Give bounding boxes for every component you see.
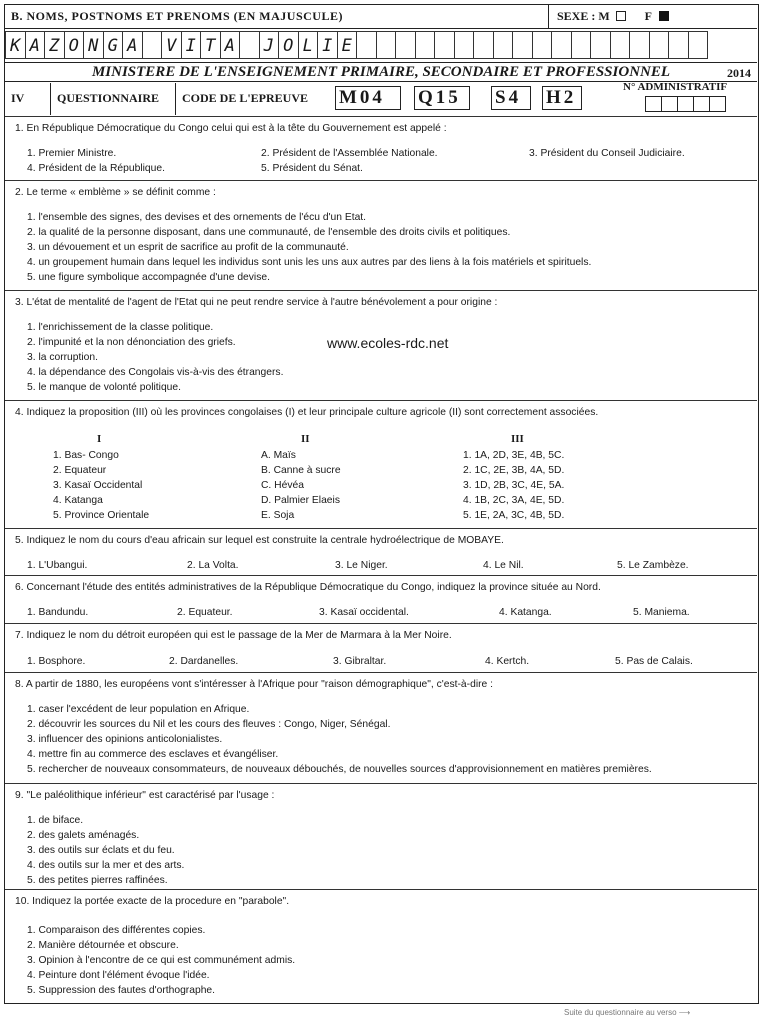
question-3-option[interactable]: 5. le manque de volonté politique. (27, 382, 181, 393)
question-5-text: 5. Indiquez le nom du cours d'eau africain sur lequel est construite la centrale hydroélectrique de MOBAYE. (15, 535, 504, 546)
question-8-option[interactable]: 3. influencer des opinions anticolonialistes. (27, 734, 223, 745)
question-3-option[interactable]: 3. la corruption. (27, 352, 98, 363)
name-letter-cell[interactable]: O (278, 31, 299, 59)
code-box-1: M04 (335, 86, 401, 110)
question-9 (5, 783, 757, 889)
question-9-option[interactable]: 2. des galets aménagés. (27, 830, 140, 841)
admin-number-label: N° ADMINISTRATIF (623, 81, 728, 93)
name-letter-cell[interactable] (142, 31, 163, 59)
question-4-text: 4. Indiquez la proposition (III) où les provinces congolaises (I) et leur principale culture agricole (II) sont correctement associées. (15, 407, 599, 418)
names-header-row (5, 5, 757, 29)
question-2-option[interactable]: 4. un groupement humain dans lequel les individus sont unis les uns aux autres par des liens à la fois matériels et spirituels. (27, 257, 592, 268)
crop-item: B. Canne à sucre (261, 465, 341, 476)
column-header-iii: III (511, 433, 524, 445)
question-1-text: 1. En République Démocratique du Congo celui qui est à la tête du Gouvernement est appelé : (15, 123, 447, 134)
name-letter-cell[interactable] (376, 31, 397, 59)
question-2-option[interactable]: 1. l'ensemble des signes, des devises et des ornements de l'écu d'un Etat. (27, 212, 367, 223)
sexe-f-checkbox[interactable] (659, 11, 669, 21)
question-5 (5, 528, 757, 575)
question-1-option[interactable]: 4. Président de la République. (27, 163, 165, 174)
crop-item: C. Hévéa (261, 480, 304, 491)
question-2-text: 2. Le terme « emblème » se définit comme : (15, 187, 216, 198)
name-letter-cell[interactable]: K (5, 31, 26, 59)
question-9-option[interactable]: 1. de biface. (27, 815, 84, 826)
name-letter-cell[interactable] (668, 31, 689, 59)
question-2-option[interactable]: 2. la qualité de la personne disposant, dans une communauté, de l'ensemble des droits civils et politiques. (27, 227, 511, 238)
question-3-text: 3. L'état de mentalité de l'agent de l'Etat qui ne peut rendre service à l'autre bénévolement a pour origine : (15, 297, 498, 308)
question-10-option[interactable]: 3. Opinion à l'encontre de ce qui est communément admis. (27, 955, 296, 966)
question-7-option[interactable]: 2. Dardanelles. (169, 656, 239, 667)
admin-number-cells[interactable] (645, 96, 725, 112)
question-6-option[interactable]: 5. Maniema. (633, 607, 690, 618)
name-letter-cell[interactable]: O (64, 31, 85, 59)
ministry-title (5, 62, 757, 82)
question-6-option[interactable]: 3. Kasaï occidental. (319, 607, 409, 618)
name-letter-cell[interactable]: I (317, 31, 338, 59)
question-4-option[interactable]: 3. 1D, 2B, 3C, 4E, 5A. (463, 480, 565, 491)
question-1-option[interactable]: 1. Premier Ministre. (27, 148, 117, 159)
admin-number-field (617, 83, 757, 115)
question-8-text: 8. A partir de 1880, les européens vont s'intéresser à l'Afrique pour "raison démographique", c'est-à-dire : (15, 679, 493, 690)
name-letter-cell[interactable] (571, 31, 592, 59)
name-letter-cell[interactable] (688, 31, 709, 59)
question-5-option[interactable]: 4. Le Nil. (483, 560, 524, 571)
province-item: 1. Bas- Congo (53, 450, 119, 461)
question-4-option[interactable]: 1. 1A, 2D, 3E, 4B, 5C. (463, 450, 565, 461)
question-10 (5, 889, 757, 1004)
question-5-option[interactable]: 5. Le Zambèze. (617, 560, 689, 571)
question-9-text: 9. "Le paléolithique inférieur" est caractérisé par l'usage : (15, 790, 275, 801)
name-letter-cell[interactable] (649, 31, 670, 59)
name-letter-cell[interactable] (356, 31, 377, 59)
section-number: IV (5, 83, 51, 115)
exam-code-row (5, 83, 757, 115)
question-8-option[interactable]: 4. mettre fin au commerce des esclaves et évangéliser. (27, 749, 279, 760)
question-4-option[interactable]: 2. 1C, 2E, 3B, 4A, 5D. (463, 465, 565, 476)
question-3-option[interactable]: 1. l'enrichissement de la classe politique. (27, 322, 214, 333)
question-1-option[interactable]: 3. Président du Conseil Judiciaire. (529, 148, 685, 159)
question-8-option[interactable]: 5. rechercher de nouveaux consommateurs, de nouveaux débouchés, de nouvelles sources d'approvisionnement en matières premières. (27, 764, 652, 775)
province-item: 2. Equateur (53, 465, 107, 476)
question-5-option[interactable]: 1. L'Ubangui. (27, 560, 88, 571)
name-letter-cell[interactable]: G (103, 31, 124, 59)
name-letter-cell[interactable] (395, 31, 416, 59)
question-8-option[interactable]: 2. découvrir les sources du Nil et les cours des fleuves : Congo, Niger, Sénégal. (27, 719, 391, 730)
name-letter-cell[interactable] (415, 31, 436, 59)
code-box-2: Q15 (414, 86, 470, 110)
question-9-option[interactable]: 3. des outils sur éclats et du feu. (27, 845, 175, 856)
question-1 (5, 116, 757, 180)
question-6-option[interactable]: 4. Katanga. (499, 607, 552, 618)
question-10-option[interactable]: 2. Manière détournée et obscure. (27, 940, 179, 951)
name-letter-cell[interactable] (473, 31, 494, 59)
name-letter-cell[interactable] (239, 31, 260, 59)
question-2-option[interactable]: 5. une figure symbolique accompagnée d'une devise. (27, 272, 270, 283)
name-letter-cell[interactable] (590, 31, 611, 59)
name-letter-cell[interactable]: I (181, 31, 202, 59)
name-letter-cell[interactable]: A (122, 31, 143, 59)
question-7-option[interactable]: 3. Gibraltar. (333, 656, 387, 667)
name-letter-cell[interactable]: T (200, 31, 221, 59)
name-letter-cell[interactable] (551, 31, 572, 59)
name-letter-cell[interactable]: A (25, 31, 46, 59)
question-9-option[interactable]: 4. des outils sur la mer et des arts. (27, 860, 185, 871)
province-item: 5. Province Orientale (53, 510, 150, 521)
question-5-option[interactable]: 2. La Volta. (187, 560, 239, 571)
name-letter-cell[interactable]: V (161, 31, 182, 59)
question-4-option[interactable]: 5. 1E, 2A, 3C, 4B, 5D. (463, 510, 565, 521)
question-10-option[interactable]: 1. Comparaison des différentes copies. (27, 925, 206, 936)
crop-item: A. Maïs (261, 450, 296, 461)
question-2 (5, 180, 757, 290)
sexe-f-label: F (644, 9, 652, 23)
question-7-text: 7. Indiquez le nom du détroit européen qui est le passage de la Mer de Marmara à la Mer Noire. (15, 630, 452, 641)
sexe-field (548, 5, 757, 29)
question-5-option[interactable]: 3. Le Niger. (335, 560, 388, 571)
continue-note (564, 1008, 690, 1017)
question-7 (5, 623, 757, 672)
name-letter-cell[interactable]: A (220, 31, 241, 59)
column-header-ii: II (301, 433, 310, 445)
name-letter-cell[interactable]: L (298, 31, 319, 59)
name-letter-cell[interactable] (434, 31, 455, 59)
column-header-i: I (97, 433, 102, 445)
arrow-right-icon: ⟶ (678, 1008, 691, 1017)
name-letter-cells (5, 31, 757, 61)
question-6-text: 6. Concernant l'étude des entités administratives de la République Démocratique du Congo, indiquez la province située au Nord. (15, 582, 601, 593)
name-letter-cell[interactable] (454, 31, 475, 59)
question-6-option[interactable]: 2. Equateur. (177, 607, 233, 618)
question-2-option[interactable]: 3. un dévouement et un esprit de sacrifice au profit de la communauté. (27, 242, 349, 253)
question-4 (5, 400, 757, 528)
name-letter-cell[interactable] (532, 31, 553, 59)
crop-item: D. Palmier Elaeis (261, 495, 340, 506)
question-3-option[interactable]: 4. la dépendance des Congolais vis-à-vis des étrangers. (27, 367, 284, 378)
sexe-m-checkbox[interactable] (616, 11, 626, 21)
question-1-option[interactable]: 2. Président de l'Assemblée Nationale. (261, 148, 438, 159)
question-6 (5, 575, 757, 623)
names-label: B. NOMS, POSTNOMS ET PRENOMS (EN MAJUSCULE) (11, 9, 343, 23)
exam-year: 2014 (727, 66, 751, 80)
question-7-option[interactable]: 5. Pas de Calais. (615, 656, 693, 667)
question-7-option[interactable]: 4. Kertch. (485, 656, 530, 667)
code-box-4: H2 (542, 86, 582, 110)
name-letter-cell[interactable]: E (337, 31, 358, 59)
question-1-option[interactable]: 5. Président du Sénat. (261, 163, 363, 174)
question-10-option[interactable]: 5. Suppression des fautes d'orthographe. (27, 985, 216, 996)
name-letter-cell[interactable]: Z (44, 31, 65, 59)
name-letter-cell[interactable] (512, 31, 533, 59)
question-10-text: 10. Indiquez la portée exacte de la procedure en "parabole". (15, 896, 290, 907)
question-7-option[interactable]: 1. Bosphore. (27, 656, 86, 667)
continue-note-text: Suite du questionnaire au verso (564, 1008, 677, 1017)
code-box-3: S4 (491, 86, 531, 110)
name-letter-cell[interactable] (493, 31, 514, 59)
question-8 (5, 672, 757, 783)
website-watermark: www.ecoles-rdc.net (327, 335, 449, 351)
name-letter-cell[interactable]: J (259, 31, 280, 59)
name-letter-cell[interactable]: N (83, 31, 104, 59)
name-letter-cell[interactable] (610, 31, 631, 59)
sexe-label: SEXE : M (557, 9, 610, 23)
question-6-option[interactable]: 1. Bandundu. (27, 607, 89, 618)
crop-item: E. Soja (261, 510, 295, 521)
province-item: 3. Kasaï Occidental (53, 480, 143, 491)
questionnaire-label: QUESTIONNAIRE (51, 83, 176, 115)
ministry-title-text: MINISTERE DE L'ENSEIGNEMENT PRIMAIRE, SECONDAIRE ET PROFESSIONNEL (91, 64, 671, 80)
exam-code-label: CODE DE L'EPREUVE (182, 91, 309, 105)
province-item: 4. Katanga (53, 495, 103, 506)
question-3-option[interactable]: 2. l'impunité et la non dénonciation des griefs. (27, 337, 236, 348)
question-8-option[interactable]: 1. caser l'excédent de leur population en Afrique. (27, 704, 250, 715)
question-9-option[interactable]: 5. des petites pierres raffinées. (27, 875, 168, 886)
question-4-option[interactable]: 4. 1B, 2C, 3A, 4E, 5D. (463, 495, 565, 506)
name-letter-cell[interactable] (629, 31, 650, 59)
question-10-option[interactable]: 4. Peinture dont l'élément évoque l'idée. (27, 970, 210, 981)
exam-sheet (4, 4, 759, 1004)
